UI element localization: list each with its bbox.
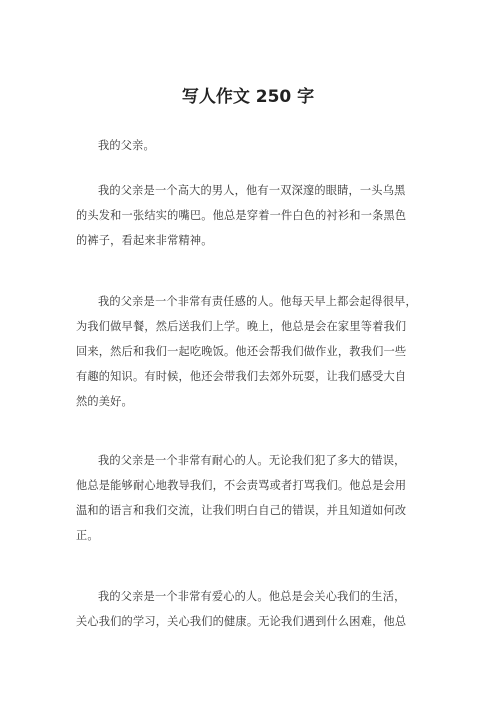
paragraph-line: 回来，然后和我们一起吃晚饭。他还会帮我们做作业，教我们一些: [76, 345, 407, 358]
paragraph-line: 温和的语言和我们交流，让我们明白自己的错误，并且知道如何改: [76, 504, 407, 517]
document-title: 写人作文 250 字: [181, 87, 315, 107]
paragraph-line: 我的父亲是一个非常有责任感的人。他每天早上都会起得很早，: [98, 295, 417, 308]
paragraph-line: 我的父亲是一个非常有爱心的人。他总是会关心我们的生活，: [98, 590, 406, 603]
paragraph-line: 的裤子，看起来非常精神。: [76, 234, 213, 247]
paragraph-line: 他总是能够耐心地教导我们，不会责骂或者打骂我们。他总是会用: [76, 479, 407, 492]
paragraph-line: 有趣的知识。有时候，他还会带我们去郊外玩耍，让我们感受大自: [76, 370, 407, 383]
paragraph-line: 我的父亲是一个高大的男人，他有一双深邃的眼睛，一头乌黑: [98, 184, 406, 197]
paragraph-line: 正。: [76, 529, 99, 542]
paragraph-line: 关心我们的学习，关心我们的健康。无论我们遇到什么困难，他总: [76, 615, 407, 628]
paragraph-line: 为我们做早餐，然后送我们上学。晚上，他总是会在家里等着我们: [76, 320, 407, 333]
paragraph-line: 然的美好。: [76, 395, 133, 408]
paragraph-line: 我的父亲是一个非常有耐心的人。无论我们犯了多大的错误，: [98, 454, 406, 467]
paragraph-line: 我的父亲。: [98, 139, 155, 152]
paragraph-line: 的头发和一张结实的嘴巴。他总是穿着一件白色的衬衫和一条黑色: [76, 209, 407, 222]
